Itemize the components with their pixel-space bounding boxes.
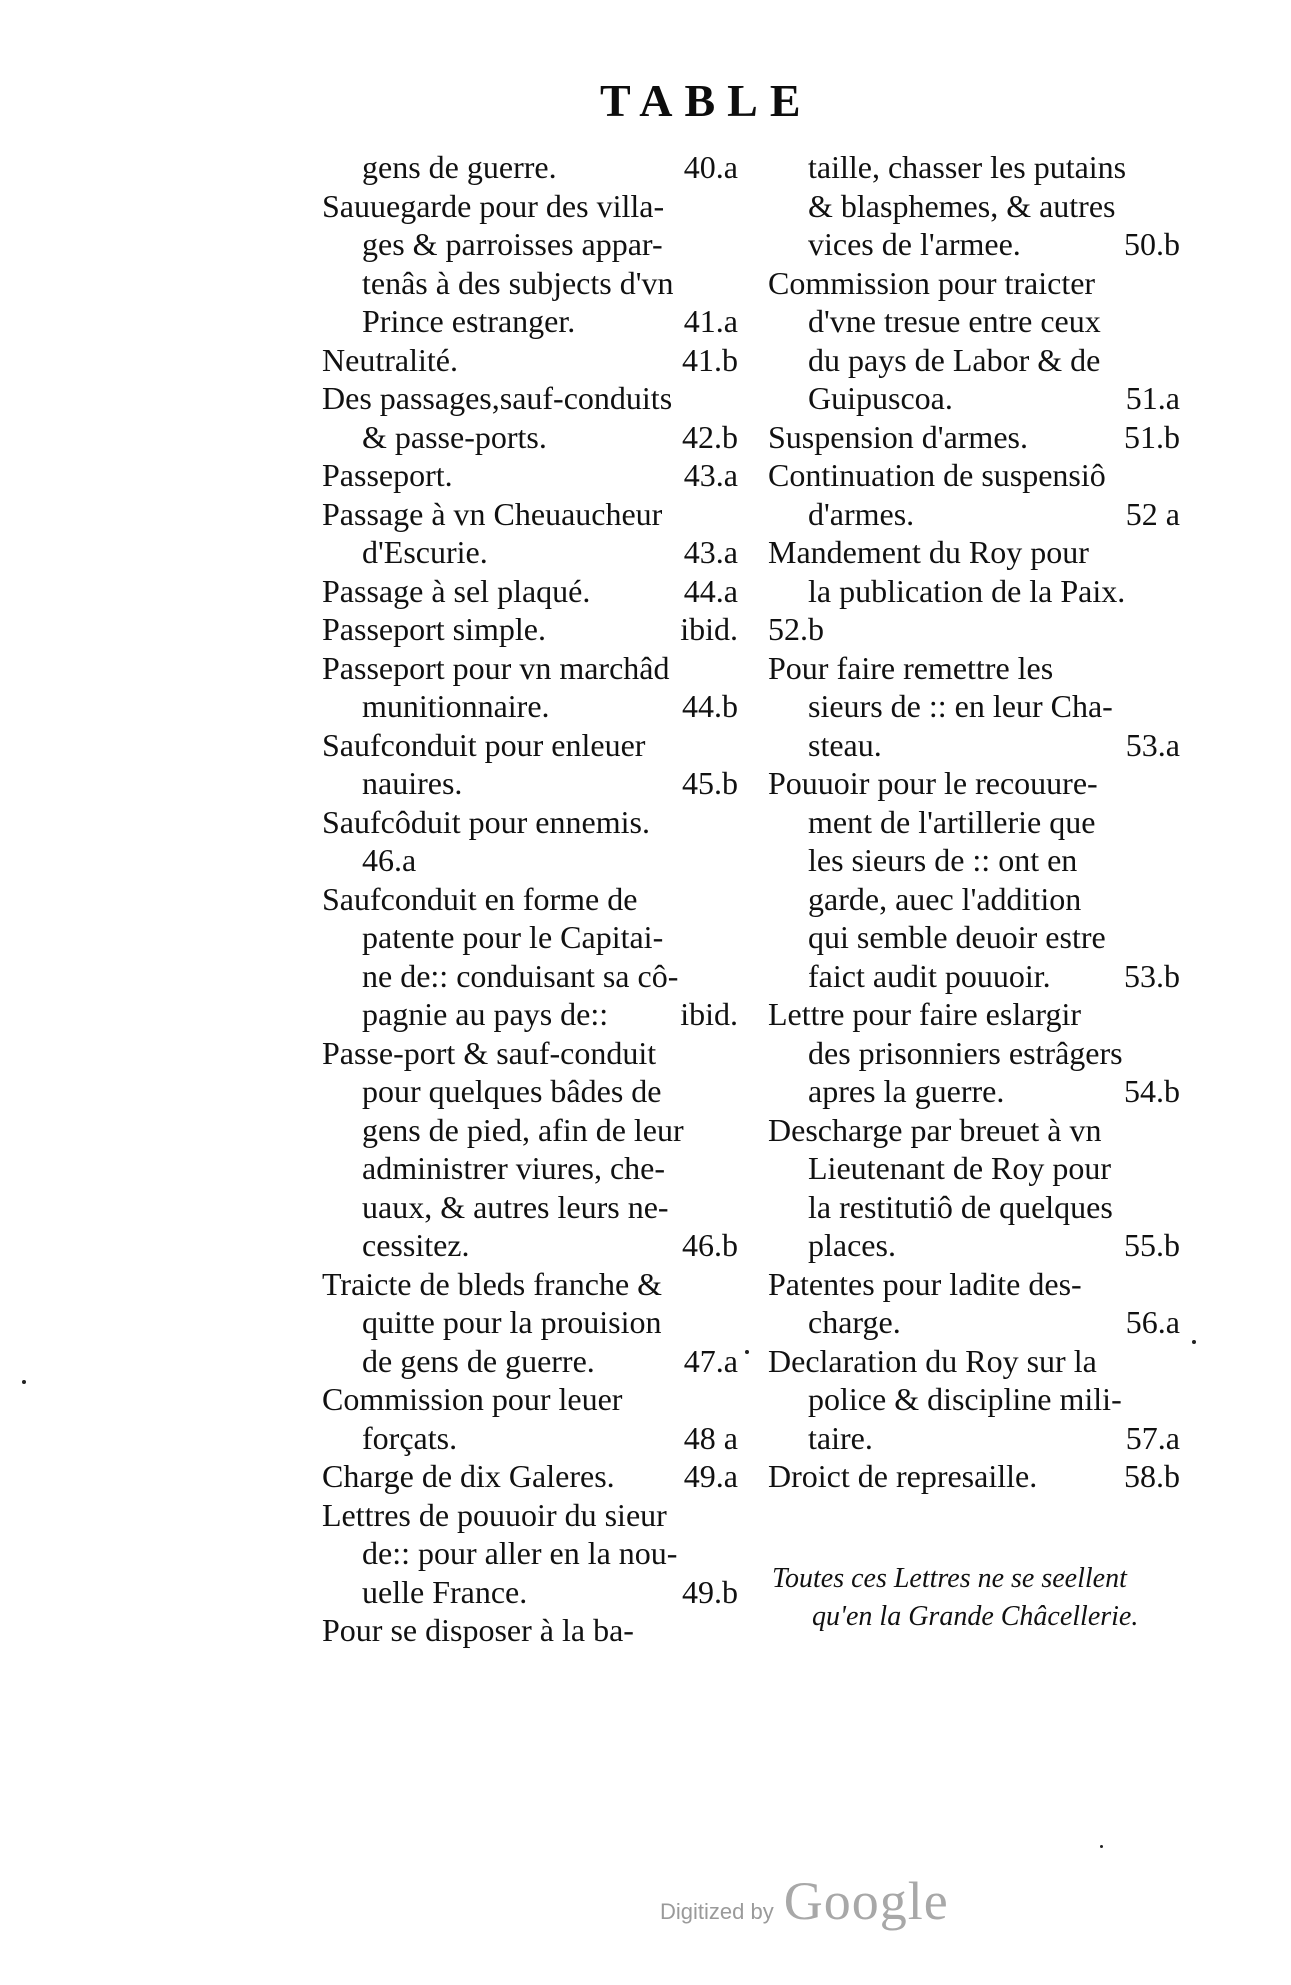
left-entry: [322, 1265, 738, 1381]
entry-line: [768, 225, 1180, 264]
entry-text: nauires.: [362, 765, 463, 801]
table-column-right: [768, 148, 1180, 1496]
entry-line: [322, 148, 738, 187]
entry-text: ment de l'artillerie que: [808, 803, 1096, 840]
entry-text: administrer viures, che-: [362, 1150, 665, 1186]
digitized-watermark: [660, 1870, 949, 1932]
entry-line: [768, 803, 1180, 842]
entry-text: taille, chasser les putains: [808, 149, 1127, 185]
entry-text: forçats.: [362, 1419, 458, 1456]
entry-text: Traicte de bleds franche &: [322, 1265, 663, 1302]
entry-text: Saufcôduit pour ennemis.: [322, 803, 650, 840]
entry-text: Saufconduit en forme de: [322, 880, 638, 917]
entry-line: [768, 495, 1180, 534]
entry-text: les sieurs de :: ont en: [808, 842, 1078, 878]
page-reference: 44.b: [682, 688, 738, 724]
entry-line: [322, 1034, 738, 1073]
entry-text: Lettres de pouuoir du sieur: [322, 1496, 667, 1533]
entry-line: [322, 572, 738, 611]
entry-line: [768, 1380, 1180, 1419]
google-logo: Google: [783, 1871, 949, 1931]
left-entry: [322, 148, 738, 187]
right-entry: [768, 418, 1180, 457]
entry-line: [768, 1457, 1180, 1496]
entry-text: patente pour le Capitai-: [362, 919, 664, 955]
entry-text: faict audit pouuoir.: [808, 957, 1051, 994]
entry-line: [322, 1265, 738, 1304]
page-reference: 50.b: [1124, 226, 1180, 262]
right-entry: [768, 1342, 1180, 1458]
entry-text: de gens de guerre.: [362, 1342, 595, 1379]
entry-text: tenâs à des subjects d'vn: [362, 264, 674, 301]
print-speck: [1100, 1845, 1103, 1848]
entry-text: du pays de Labor & de: [808, 341, 1101, 378]
entry-text: Prince estranger.: [362, 303, 576, 339]
entry-text: cessitez.: [362, 1227, 470, 1263]
entry-line: [322, 1573, 738, 1612]
digitized-by-text: Digitized by: [660, 1899, 774, 1924]
entry-line: [322, 495, 738, 534]
page-reference: 51.b: [1124, 418, 1180, 455]
entry-text: pagnie au pays de::: [362, 996, 609, 1032]
entry-line: [768, 341, 1180, 380]
entry-line: [322, 187, 738, 226]
page-reference: ibid.: [680, 996, 738, 1032]
entry-line: [322, 1303, 738, 1342]
entry-line: [322, 918, 738, 957]
entry-text: Lieutenant de Roy pour: [808, 1150, 1112, 1186]
left-entry: [322, 1496, 738, 1612]
left-entry: [322, 1380, 738, 1457]
page-reference: 52 a: [1125, 495, 1180, 532]
entry-text: Pouuoir pour le recouure-: [768, 765, 1098, 801]
page-reference: 54.b: [1124, 1073, 1180, 1109]
entry-line: [322, 803, 738, 842]
entry-text: Neutralité.: [322, 341, 458, 378]
entry-line: [322, 687, 738, 726]
entry-text: ges & parroisses appar-: [362, 226, 663, 262]
entry-line: [768, 1419, 1180, 1458]
page-reference: 43.a: [683, 457, 738, 493]
entry-line: [768, 726, 1180, 765]
entry-text: Declaration du Roy sur la: [768, 1342, 1097, 1379]
entry-line: [322, 1188, 738, 1227]
page-reference: 55.b: [1124, 1227, 1180, 1263]
page-reference: 45.b: [682, 765, 738, 801]
page-reference: 58.b: [1124, 1458, 1180, 1494]
right-entry: [768, 456, 1180, 533]
entry-text: Charge de dix Galeres.: [322, 1458, 615, 1494]
entry-line: [768, 610, 1180, 649]
page-reference: 47.a: [683, 1342, 738, 1379]
entry-text: d'armes.: [808, 495, 915, 532]
table-column-left: [322, 148, 738, 1650]
page-reference: 57.a: [1125, 1419, 1180, 1456]
entry-text: Descharge par breuet à vn: [768, 1111, 1102, 1148]
right-entry: [768, 533, 1180, 649]
entry-line: [768, 841, 1180, 880]
entry-text: & blasphemes, & autres: [808, 187, 1116, 224]
left-entry: [322, 1611, 738, 1650]
entry-line: [322, 341, 738, 380]
entry-text: Lettre pour faire eslargir: [768, 996, 1082, 1032]
left-entry: [322, 572, 738, 611]
entry-line: [768, 1303, 1180, 1342]
entry-text: la publication de la Paix.: [808, 572, 1126, 609]
closing-note-line-2: qu'en la Grande Châcellerie.: [812, 1601, 1139, 1632]
entry-line: [322, 533, 738, 572]
entry-line: [768, 1226, 1180, 1265]
entry-text: d'Escurie.: [362, 534, 488, 570]
entry-text: Passeport simple.: [322, 611, 546, 647]
page-reference: 49.a: [683, 1458, 738, 1494]
entry-line: [322, 1226, 738, 1265]
page-reference: 51.a: [1125, 380, 1180, 416]
entry-line: [768, 572, 1180, 611]
left-entry: [322, 187, 738, 341]
entry-line: [768, 533, 1180, 572]
entry-text: uaux, & autres leurs ne-: [362, 1188, 669, 1225]
entry-text: ne de:: conduisant sa cô-: [362, 957, 679, 994]
entry-line: [768, 1034, 1180, 1073]
entry-text: Passeport.: [322, 457, 453, 493]
entry-text: charge.: [808, 1304, 901, 1340]
entry-line: [322, 456, 738, 495]
page-reference: 46.b: [682, 1227, 738, 1263]
entry-text: la restitutiô de quelques: [808, 1188, 1113, 1225]
entry-text: garde, auec l'addition: [808, 880, 1082, 917]
entry-line: [768, 418, 1180, 457]
entry-text: des prisonniers estrâgers: [808, 1034, 1123, 1071]
entry-line: [768, 1111, 1180, 1150]
left-entry: [322, 456, 738, 495]
entry-line: [768, 995, 1180, 1034]
entry-text: & passe-ports.: [362, 418, 547, 455]
entry-line: [322, 1380, 738, 1419]
left-entry: [322, 379, 738, 456]
page-reference: 40.a: [683, 149, 738, 185]
closing-note-line-1: Toutes ces Lettres ne se seellent: [772, 1563, 1127, 1594]
entry-text: munitionnaire.: [362, 688, 550, 724]
page-reference: 53.a: [1125, 726, 1180, 763]
entry-text: Commission pour traicter: [768, 264, 1096, 301]
right-entry: [768, 264, 1180, 418]
entry-line: [322, 379, 738, 418]
entry-text: gens de pied, afin de leur: [362, 1111, 684, 1148]
page-reference: 41.a: [683, 303, 738, 339]
print-speck: [22, 1380, 26, 1384]
entry-text: apres la guerre.: [808, 1073, 1005, 1109]
entry-line: [322, 995, 738, 1034]
entry-text: Saufconduit pour enleuer: [322, 726, 646, 763]
entry-line: [322, 264, 738, 303]
left-entry: [322, 610, 738, 649]
right-entry: [768, 1265, 1180, 1342]
entry-text: uelle France.: [362, 1573, 528, 1610]
entry-text: Passage à vn Cheuaucheur: [322, 495, 663, 532]
page-reference: 53.b: [1124, 957, 1180, 994]
entry-line: [322, 1072, 738, 1111]
entry-line: [768, 687, 1180, 726]
entry-text: Commission pour leuer: [322, 1381, 623, 1417]
print-speck: [745, 1350, 749, 1354]
entry-line: [768, 456, 1180, 495]
page-reference: 48 a: [683, 1419, 738, 1456]
entry-line: [322, 302, 738, 341]
entry-line: [322, 726, 738, 765]
entry-text: d'vne tresue entre ceux: [808, 303, 1101, 339]
entry-line: [768, 1188, 1180, 1227]
right-entry: [768, 1457, 1180, 1496]
entry-line: [322, 1534, 738, 1573]
entry-line: [322, 418, 738, 457]
right-entry: [768, 1111, 1180, 1265]
page-reference: 41.b: [682, 341, 738, 378]
entry-line: [768, 148, 1180, 187]
left-entry: [322, 1034, 738, 1265]
entry-text: Passe-port & sauf-conduit: [322, 1034, 657, 1071]
entry-text: Pour se disposer à la ba-: [322, 1612, 634, 1648]
left-entry: [322, 880, 738, 1034]
page-reference: 44.a: [683, 572, 738, 609]
entry-text: qui semble deuoir estre: [808, 919, 1106, 955]
closing-note: [772, 1560, 1182, 1636]
left-entry: [322, 341, 738, 380]
left-entry: [322, 726, 738, 803]
entry-line: [322, 610, 738, 649]
entry-text: quitte pour la prouision: [362, 1304, 662, 1340]
entry-line: [768, 1265, 1180, 1304]
entry-text: sieurs de :: en leur Cha-: [808, 688, 1113, 724]
entry-text: Guipuscoa.: [808, 380, 953, 416]
entry-line: [322, 1149, 738, 1188]
right-entry: [768, 764, 1180, 995]
entry-line: [322, 1419, 738, 1458]
entry-text: taire.: [808, 1419, 873, 1456]
page-reference: ibid.: [680, 611, 738, 647]
entry-text: Passeport pour vn marchâd: [322, 649, 670, 686]
page-title: TABLE: [600, 75, 813, 126]
entry-text: Mandement du Roy pour: [768, 534, 1089, 570]
entry-text: vices de l'armee.: [808, 226, 1021, 262]
entry-text: Pour faire remettre les: [768, 649, 1054, 686]
page-reference: 42.b: [682, 418, 738, 455]
entry-line: [322, 1457, 738, 1496]
entry-text: Continuation de suspensiô: [768, 457, 1106, 493]
print-speck: [1192, 1340, 1196, 1344]
entry-text: Sauuegarde pour des villa-: [322, 187, 665, 224]
entry-text: 52.b: [768, 611, 824, 647]
entry-line: [768, 957, 1180, 996]
entry-line: [322, 1342, 738, 1381]
left-entry: [322, 495, 738, 572]
entry-line: [768, 880, 1180, 919]
entry-text: Suspension d'armes.: [768, 418, 1028, 455]
left-entry: [322, 1457, 738, 1496]
entry-line: [768, 1072, 1180, 1111]
entry-line: [768, 302, 1180, 341]
entry-line: [322, 957, 738, 996]
entry-line: [322, 1496, 738, 1535]
entry-line: [768, 187, 1180, 226]
entry-line: [768, 918, 1180, 957]
entry-line: [322, 764, 738, 803]
entry-line: [768, 1149, 1180, 1188]
entry-line: [768, 1342, 1180, 1381]
page-reference: 49.b: [682, 1573, 738, 1610]
page-reference: 43.a: [683, 534, 738, 570]
entry-line: [768, 764, 1180, 803]
right-entry: [768, 148, 1180, 264]
entry-text: 46.a: [362, 842, 417, 878]
entry-text: pour quelques bâdes de: [362, 1073, 662, 1109]
page-reference: 56.a: [1125, 1304, 1180, 1340]
entry-text: Passage à sel plaqué.: [322, 572, 591, 609]
entry-text: Patentes pour ladite des-: [768, 1265, 1082, 1302]
entry-line: [322, 841, 738, 880]
entry-line: [768, 379, 1180, 418]
entry-line: [322, 1611, 738, 1650]
entry-text: steau.: [808, 726, 882, 763]
entry-text: de:: pour aller en la nou-: [362, 1535, 678, 1571]
right-entry: [768, 995, 1180, 1111]
entry-line: [768, 264, 1180, 303]
left-entry: [322, 649, 738, 726]
entry-line: [322, 1111, 738, 1150]
entry-line: [768, 649, 1180, 688]
entry-text: gens de guerre.: [362, 149, 557, 185]
entry-text: Des passages,sauf-conduits: [322, 380, 673, 416]
entry-text: places.: [808, 1227, 896, 1263]
entry-text: police & discipline mili-: [808, 1381, 1122, 1417]
left-entry: [322, 803, 738, 880]
right-entry: [768, 649, 1180, 765]
entry-line: [322, 649, 738, 688]
entry-line: [322, 880, 738, 919]
entry-line: [322, 225, 738, 264]
entry-text: Droict de represaille.: [768, 1458, 1038, 1494]
